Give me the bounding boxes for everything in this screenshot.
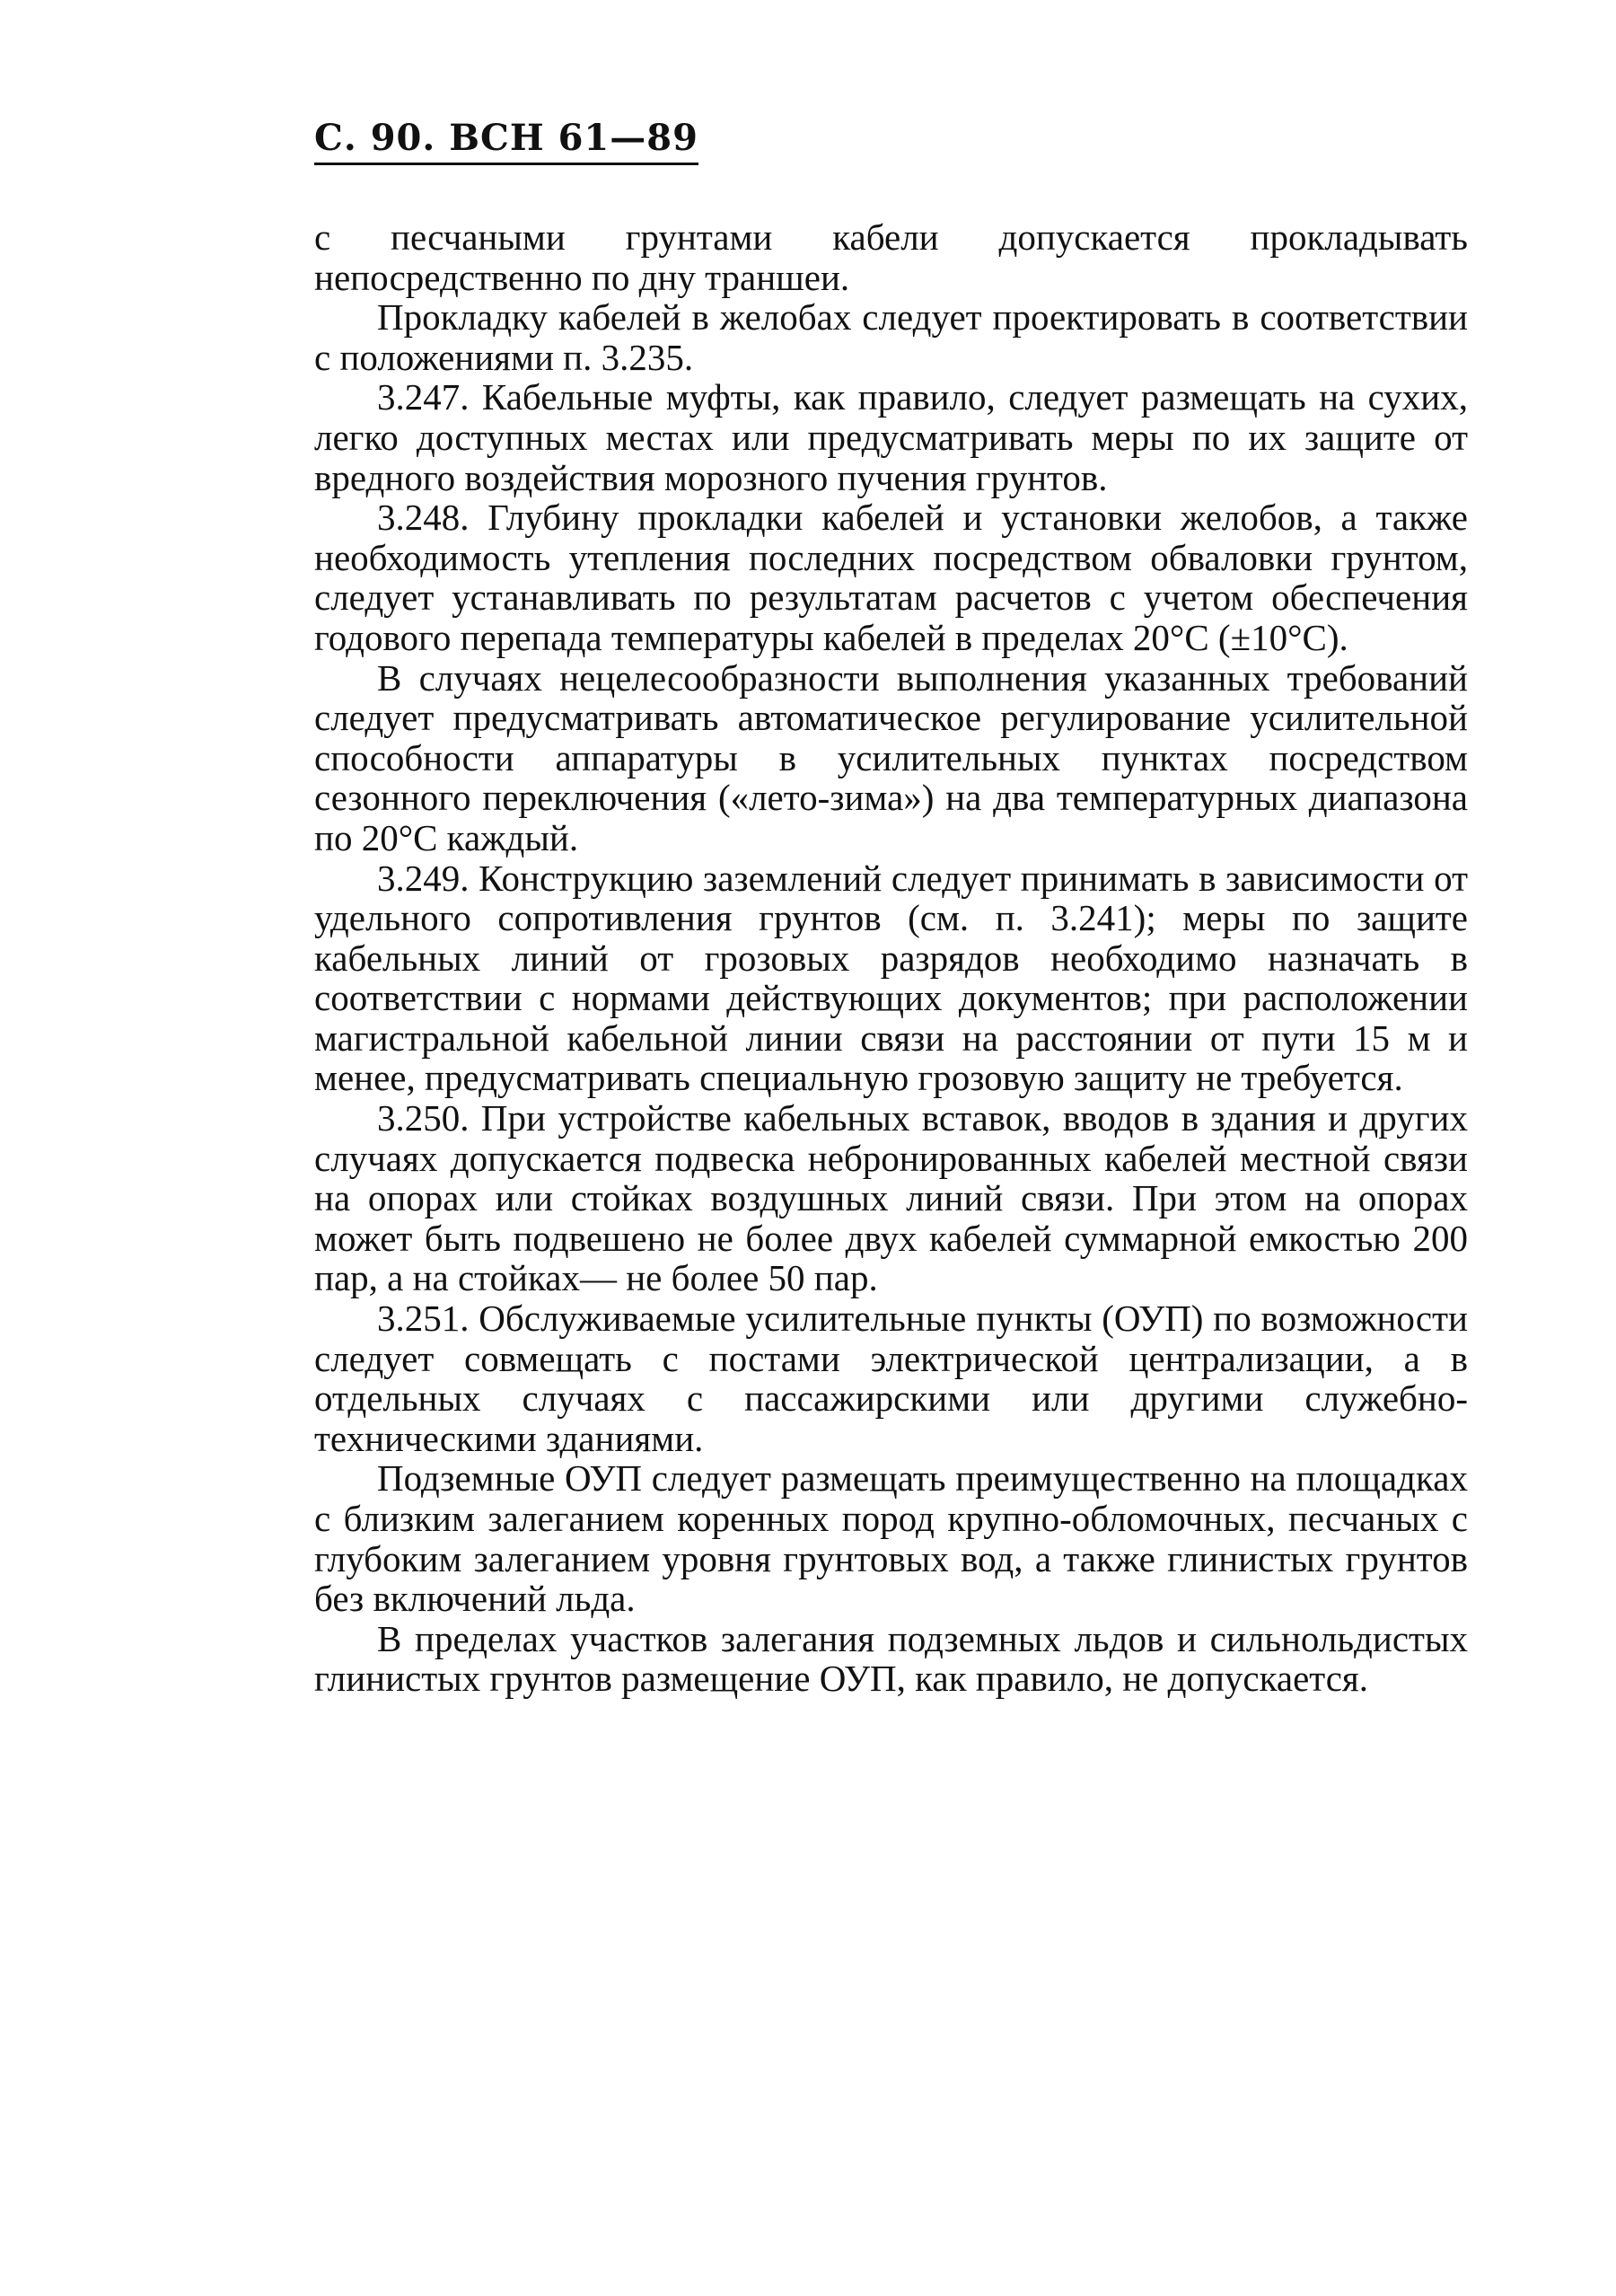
paragraph: с песчаными грунтами кабели допускается прокладывать непосредственно по дну траншеи. bbox=[314, 216, 1468, 298]
paragraph-3-251: 3.251. Обслуживаемые усилительные пункты (ОУП) по возможности следует совмещать с постами электрической централизации, а в отдельных случаях с пассажирскими или другими служебно-техническими зданиями. bbox=[314, 1298, 1468, 1459]
page-header: С. 90. ВСН 61—89 bbox=[314, 117, 698, 165]
paragraph-3-250: 3.250. При устройстве кабельных вставок, вводов в здания и других случаях допускается подвеска небронированных кабелей местной связи на опорах или стойках воздушных линий связи. При этом на опорах может быть подвешено не более двух кабелей суммарной емкостью 200 пар, а на стойках— не более 50 пар. bbox=[314, 1097, 1468, 1299]
paragraph-3-248: 3.248. Глубину прокладки кабелей и установки желобов, а также необходимость утепления последних посредством обваловки грунтом, следует устанавливать по результатам расчетов с учетом обеспечения годового перепада температуры кабелей в пределах 20°С (±10°С). bbox=[314, 497, 1468, 658]
paragraph: В случаях нецелесообразности выполнения указанных требований следует предусматривать автоматическое регулирование усилительной способности аппаратуры в усилительных пунктах посредством сезонного переключения («лето-зима») на два температурных диапазона по 20°С каждый. bbox=[314, 656, 1468, 858]
paragraph: Прокладку кабелей в желобах следует проектировать в соответствии с положениями п. 3.235. bbox=[314, 296, 1468, 378]
body-text bbox=[314, 217, 1468, 1699]
paragraph: В пределах участков залегания подземных льдов и сильнольдистых глинистых грунтов размещение ОУП, как правило, не допускается. bbox=[314, 1617, 1468, 1700]
paragraph: Подземные ОУП следует размещать преимущественно на площадках с близким залеганием коренных пород крупно-обломочных, песчаных с глубоким залеганием уровня грунтовых вод, а также глинистых грунтов без включений льда. bbox=[314, 1457, 1468, 1620]
paragraph-3-247: 3.247. Кабельные муфты, как правило, следует размещать на сухих, легко доступных местах или предусматривать меры по их защите от вредного воздействия морозного пучения грунтов. bbox=[314, 376, 1468, 498]
paragraph-3-249: 3.249. Конструкцию заземлений следует принимать в зависимости от удельного сопротивления грунтов (см. п. 3.241); меры по защите кабельных линий от грозовых разрядов необходимо назначать в соответствии с нормами действующих документов; при расположении магистральной кабельной линии связи на расстоянии от пути 15 м и менее, предусматривать специальную грозовую защиту не требуется. bbox=[314, 857, 1468, 1099]
